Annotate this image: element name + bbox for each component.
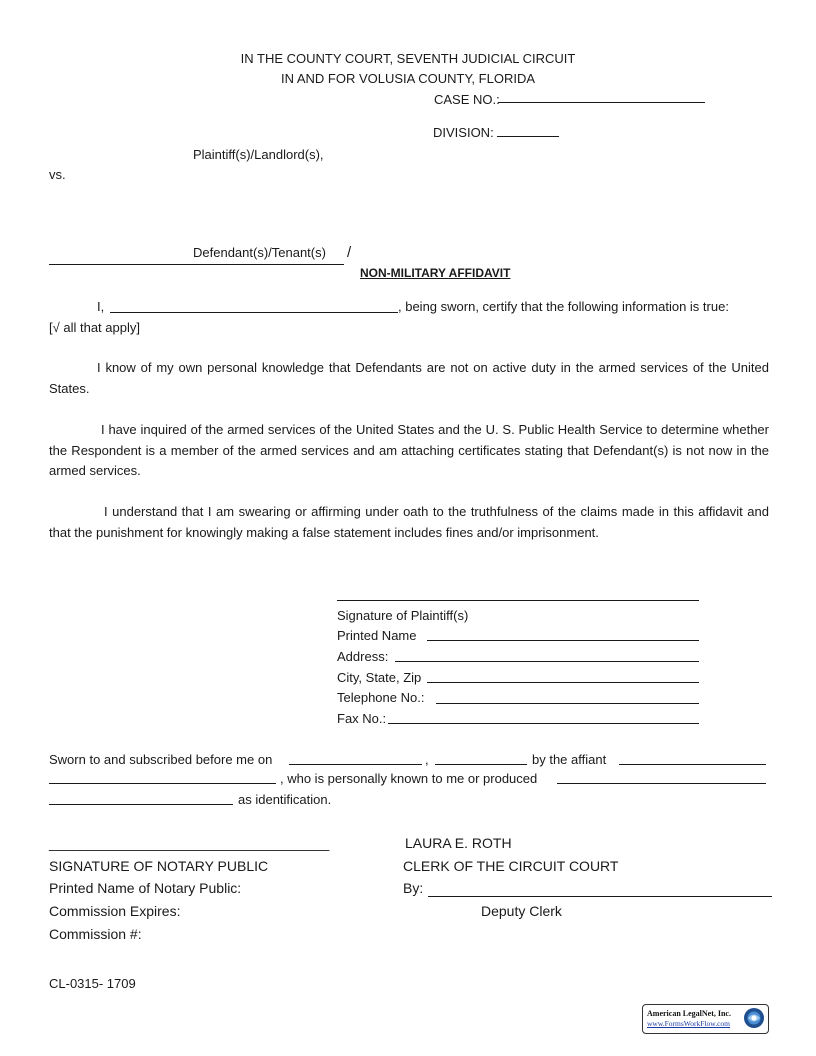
commission-expires-label: Commission Expires: (49, 903, 181, 919)
caption-underline (49, 264, 344, 265)
plaintiff-signature-field[interactable] (337, 600, 699, 601)
clerk-signature-field[interactable] (428, 896, 772, 897)
affiant-field[interactable] (619, 764, 766, 765)
clerk-title: CLERK OF THE CIRCUIT COURT (403, 858, 619, 874)
printed-name-label: Printed Name (337, 628, 417, 643)
sworn-date-field[interactable] (289, 764, 422, 765)
logo-company-name: American LegalNet, Inc. (647, 1009, 731, 1018)
notary-signature-label: SIGNATURE OF NOTARY PUBLIC (49, 858, 269, 874)
case-no-field[interactable] (498, 102, 705, 103)
document-title: NON-MILITARY AFFIDAVIT (360, 266, 511, 280)
deputy-clerk-label: Deputy Clerk (481, 903, 562, 919)
defendant-label: Defendant(s)/Tenant(s) (193, 245, 326, 260)
court-name-line1: IN THE COUNTY COURT, SEVENTH JUDICIAL CIRCUIT (240, 51, 576, 66)
form-code: CL-0315- 1709 (49, 976, 136, 991)
caption-slash: / (347, 244, 352, 261)
affiant-prefix: I, (97, 299, 105, 314)
telephone-field[interactable] (436, 703, 699, 704)
logo-website: www.FormsWorkFlow.com (647, 1019, 731, 1028)
affiant-suffix: , being sworn, certify that the following information is true: (398, 299, 729, 314)
sworn-comma: , (425, 752, 429, 767)
sworn-text: Sworn to and subscribed before me on (49, 752, 273, 767)
telephone-label: Telephone No.: (337, 690, 425, 705)
clerk-name: LAURA E. ROTH (405, 835, 512, 851)
identification-label: as identification. (238, 792, 332, 807)
plaintiff-signature-label: Signature of Plaintiff(s) (337, 608, 469, 623)
notary-printed-name-label: Printed Name of Notary Public: (49, 880, 242, 896)
city-state-zip-field[interactable] (427, 682, 699, 683)
paragraph-inquiry: I have inquired of the armed services of the United States and the U. S. Public Health Service to determine whether the Respondent is a member of the armed services and am attaching certificates stating that Defendant(s) is not now in the armed services. (49, 422, 769, 478)
by-affiant-label: by the affiant (532, 752, 607, 767)
paragraph-personal-knowledge: I know of my own personal knowledge that Defendants are not on active duty in the armed services of the United States. (49, 360, 769, 396)
court-name-line2: IN AND FOR VOLUSIA COUNTY, FLORIDA (280, 71, 536, 86)
commission-number-label: Commission #: (49, 926, 142, 942)
fax-field[interactable] (388, 723, 699, 724)
city-state-zip-label: City, State, Zip (337, 670, 422, 685)
address-field[interactable] (395, 661, 699, 662)
produced-id-field[interactable] (557, 783, 766, 784)
printed-name-field[interactable] (427, 640, 699, 641)
paragraph-oath: I understand that I am swearing or affirming under oath to the truthfulness of the claims made in this affidavit and that the punishment for knowingly making a false statement includes fines and/or imprisonment. (49, 504, 769, 540)
address-label: Address: (337, 649, 389, 664)
globe-icon (743, 1007, 765, 1029)
affiant-name-field[interactable] (110, 312, 398, 313)
affiant-name-continued-field[interactable] (49, 783, 276, 784)
division-field[interactable] (497, 136, 559, 137)
identification-field[interactable] (49, 804, 233, 805)
clerk-by-label: By: (403, 880, 424, 896)
division-label: DIVISION: (433, 125, 494, 140)
apply-note: [√ all that apply] (49, 320, 140, 335)
notary-signature-line: ____________________________________ (49, 835, 330, 851)
known-text: , who is personally known to me or produced (280, 771, 538, 786)
plaintiff-label: Plaintiff(s)/Landlord(s), (193, 147, 324, 162)
forms-workflow-logo (642, 1004, 769, 1034)
fax-label: Fax No.: (337, 711, 387, 726)
case-no-label: CASE NO.: (434, 92, 500, 107)
sworn-year-field[interactable] (435, 764, 527, 765)
vs-label: vs. (49, 167, 66, 182)
